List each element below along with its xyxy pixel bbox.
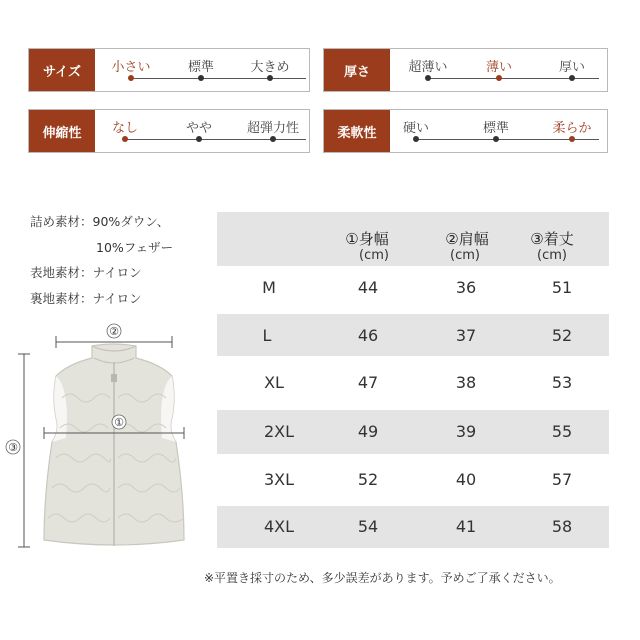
thickness-scale-label: 厚さ — [324, 49, 390, 91]
stretch-option-super: 超弾力性 — [246, 121, 300, 136]
stretch-dot-slight — [196, 136, 202, 142]
thickness-dot-very-thin — [425, 75, 431, 81]
shoulder-cell: 40 — [455, 470, 477, 489]
softness-dot-standard — [493, 136, 499, 142]
softness-scale — [323, 109, 608, 153]
shoulder-cell: 38 — [455, 373, 477, 392]
shoulder-cell: 36 — [455, 278, 477, 297]
softness-option-soft: 柔らか — [552, 121, 592, 136]
width-cell: 52 — [357, 470, 379, 489]
size-cell: 4XL — [263, 517, 295, 536]
shoulder-cell: 37 — [455, 326, 477, 345]
header-shoulder-unit: (cm) — [450, 248, 480, 263]
size-scale — [28, 48, 310, 92]
scale-line — [134, 78, 306, 79]
length-cell: 58 — [551, 517, 573, 536]
vest-measurement-diagram — [0, 318, 200, 558]
softness-scale-label: 柔軟性 — [324, 110, 390, 152]
thickness-dot-thin — [496, 75, 502, 81]
softness-dot-soft — [569, 136, 575, 142]
marker-length: ③ — [8, 441, 18, 454]
header-width-unit: (cm) — [359, 248, 389, 263]
table-row — [217, 314, 609, 356]
marker-shoulder: ② — [109, 325, 119, 338]
softness-dot-hard — [413, 136, 419, 142]
size-cell: L — [262, 326, 272, 345]
width-cell: 46 — [357, 326, 379, 345]
width-cell: 54 — [357, 517, 379, 536]
length-cell: 51 — [551, 278, 573, 297]
shoulder-cell: 41 — [455, 517, 477, 536]
marker-width: ① — [114, 416, 124, 429]
header-length-unit: (cm) — [537, 248, 567, 263]
thickness-option-thin: 薄い — [485, 60, 513, 75]
thickness-scale — [323, 48, 608, 92]
thickness-option-very-thin: 超薄い — [408, 60, 448, 75]
size-dot-standard — [198, 75, 204, 81]
softness-option-hard: 硬い — [402, 121, 430, 136]
size-cell: XL — [264, 373, 284, 392]
size-option-small: 小さい — [111, 60, 151, 75]
length-cell: 55 — [551, 422, 573, 441]
measurement-note: ※平置き採寸のため、多少誤差があります。予めご了承ください。 — [204, 571, 561, 585]
thickness-dot-thick — [569, 75, 575, 81]
size-cell: 3XL — [263, 470, 295, 489]
shoulder-cell: 39 — [455, 422, 477, 441]
stretch-scale-label: 伸縮性 — [29, 110, 95, 152]
width-cell: 44 — [357, 278, 379, 297]
width-cell: 47 — [357, 373, 379, 392]
size-option-large: 大きめ — [250, 60, 290, 75]
stretch-scale — [28, 109, 310, 153]
length-cell: 53 — [551, 373, 573, 392]
thickness-option-thick: 厚い — [558, 60, 586, 75]
material-lining: 裏地素材：ナイロン — [30, 291, 142, 306]
size-cell: 2XL — [263, 422, 295, 441]
material-fill: 詰め素材：90%ダウン、 — [30, 214, 170, 229]
softness-option-standard: 標準 — [482, 121, 510, 136]
width-cell: 49 — [357, 422, 379, 441]
stretch-dot-none — [122, 136, 128, 142]
scale-line — [125, 139, 306, 140]
stretch-dot-super — [270, 136, 276, 142]
size-scale-label: サイズ — [29, 49, 95, 91]
size-dot-small — [128, 75, 134, 81]
vest-illustration — [44, 344, 184, 546]
length-cell: 52 — [551, 326, 573, 345]
header-shoulder: ②肩幅 — [445, 230, 489, 248]
header-width: ①身幅 — [345, 230, 389, 248]
stretch-option-slight: やや — [185, 121, 213, 136]
stretch-option-none: なし — [111, 121, 139, 136]
material-outer: 表地素材：ナイロン — [30, 265, 142, 280]
material-fill-feather: 10%フェザー — [96, 240, 174, 255]
size-option-standard: 標準 — [187, 60, 215, 75]
length-cell: 57 — [551, 470, 573, 489]
size-dot-large — [267, 75, 273, 81]
header-length: ③着丈 — [530, 230, 574, 248]
size-cell: M — [262, 278, 276, 297]
